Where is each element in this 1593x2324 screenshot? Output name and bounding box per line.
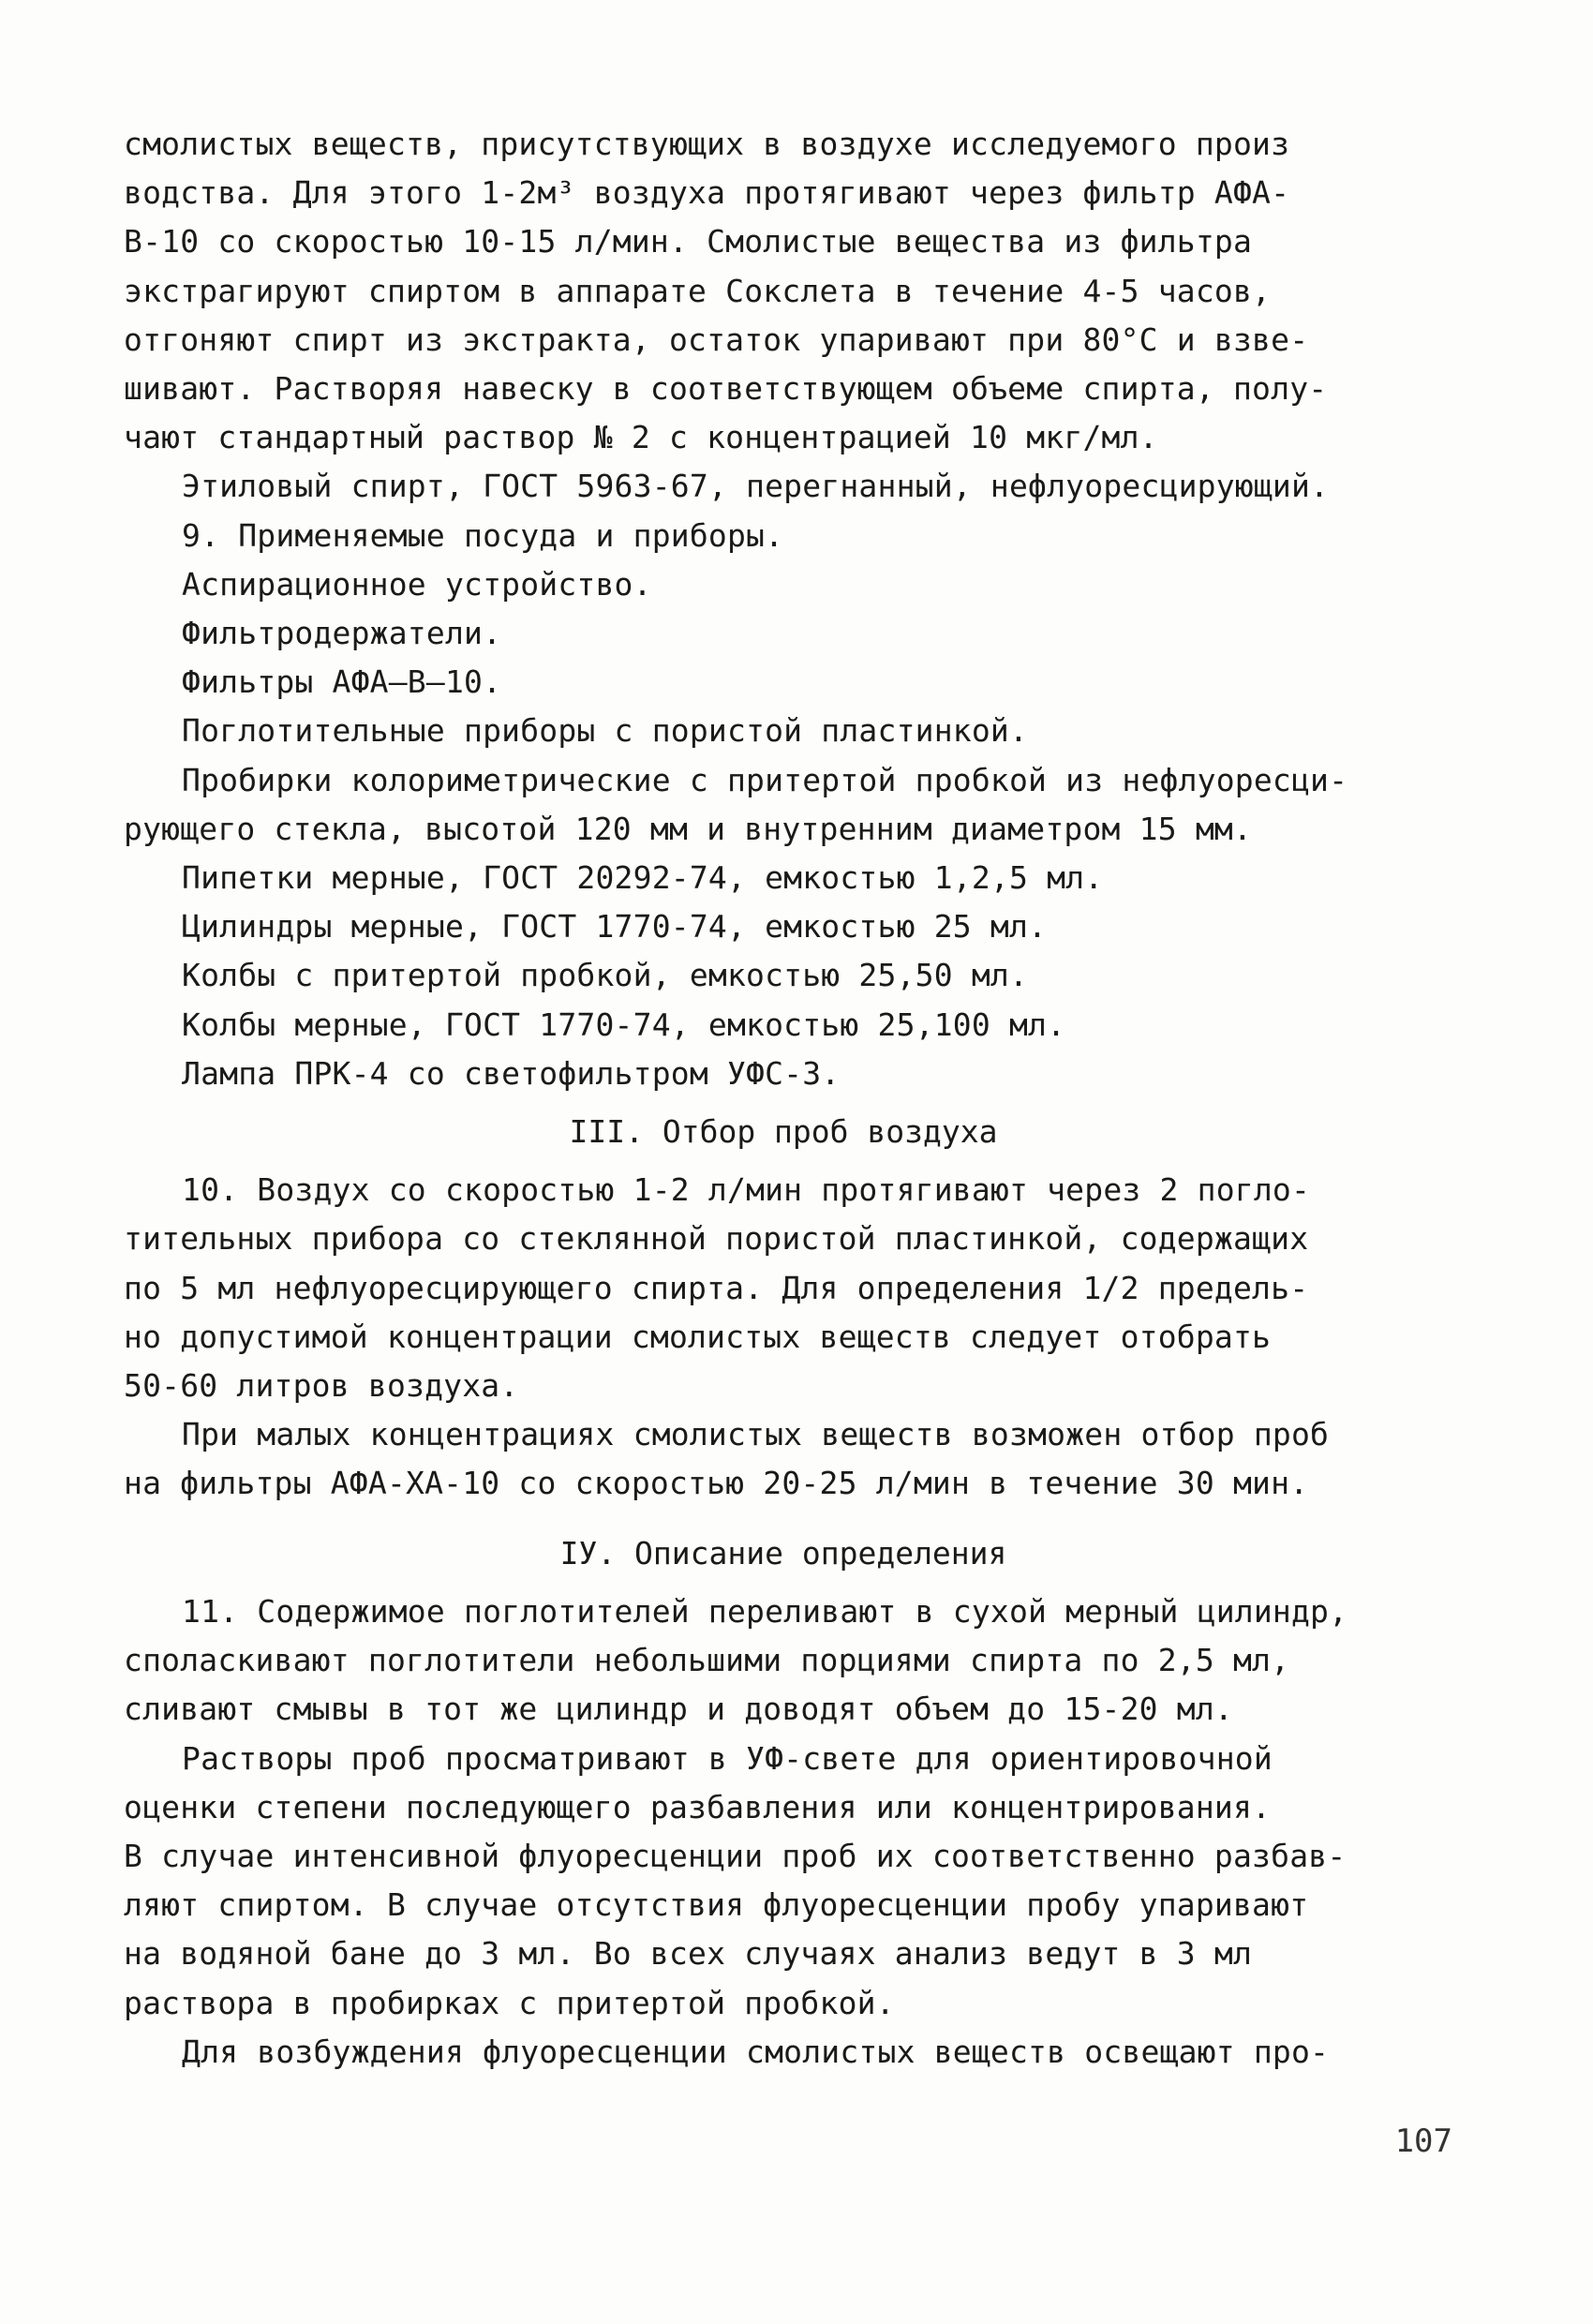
text-line: ляют спиртом. В случае отсутствия флуоресценции пробу упаривают	[124, 1886, 1309, 1924]
list-item: Аспирационное устройство.	[182, 565, 652, 603]
list-item: Пипетки мерные, ГОСТ 20292-74, емкостью 1,2,5 мл.	[182, 859, 1104, 897]
glassware-list	[124, 854, 1443, 1098]
text-line: 10. Воздух со скоростью 1-2 л/мин протягивают через 2 погло-	[182, 1171, 1311, 1209]
last-paragraph	[124, 2028, 1443, 2077]
section-4-heading: IУ. Описание определения	[559, 1534, 1007, 1572]
paragraph-10	[124, 1166, 1443, 1410]
text-line: тительных прибора со стеклянной пористой пластинкой, содержащих	[124, 1220, 1309, 1258]
list-item: Фильтродержатели.	[182, 615, 502, 652]
list-item: Цилиндры мерные, ГОСТ 1770-74, емкостью 25 мл.	[182, 908, 1048, 946]
section-9-title: 9. Применяемые посуда и приборы.	[182, 516, 784, 554]
uv-paragraph	[124, 1735, 1443, 2028]
text-line: рующего стекла, высотой 120 мм и внутренним диаметром 15 мм.	[124, 810, 1253, 847]
list-item: Фильтры АФА—В—10.	[182, 663, 502, 701]
text-line: Пробирки колориметрические с притертой пробкой из нефлуоресци-	[182, 761, 1348, 798]
text-line: смолистых веществ, присутствующих в воздухе исследуемого произ	[124, 126, 1290, 162]
text-line: отгоняют спирт из экстракта, остаток упаривают при 80°С и взве-	[124, 320, 1309, 358]
section-3-heading: III. Отбор проб воздуха	[569, 1113, 998, 1151]
text-line: Для возбуждения флуоресценции смолистых веществ освещают про-	[182, 2033, 1330, 2070]
list-item: Колбы с притертой пробкой, емкостью 25,50 мл.	[182, 957, 1029, 994]
tubes-item	[124, 756, 1443, 854]
filters-paragraph	[124, 1410, 1443, 1508]
text-line: водства. Для этого 1-2м³ воздуха протягивают через фильтр АФА-	[124, 174, 1290, 212]
text-line: но допустимой концентрации смолистых веществ следует отобрать	[124, 1318, 1272, 1355]
paragraph-11	[124, 1587, 1443, 1735]
text-line: на водяной бане до 3 мл. Во всех случаях анализ ведут в 3 мл	[124, 1935, 1253, 1973]
text-line: В-10 со скоростью 10-15 л/мин. Смолистые вещества из фильтра	[124, 223, 1253, 261]
list-item: Колбы мерные, ГОСТ 1770-74, емкостью 25,100 мл.	[182, 1006, 1066, 1043]
text-line: по 5 мл нефлуоресцирующего спирта. Для определения 1/2 предель-	[124, 1269, 1309, 1306]
text-line: оценки степени последующего разбавления или концентрирования.	[124, 1788, 1272, 1825]
text-line: 50-60 литров воздуха.	[124, 1367, 519, 1405]
text-line: раствора в пробирках с притертой пробкой.	[124, 1984, 895, 2021]
list-item: Поглотительные приборы с пористой пластинкой.	[182, 712, 1029, 750]
text-line: споласкивают поглотители небольшими порциями спирта по 2,5 мл,	[124, 1642, 1290, 1679]
text-line: 11. Содержимое поглотителей переливают в сухой мерный цилиндр,	[182, 1592, 1348, 1630]
reagent-line: Этиловый спирт, ГОСТ 5963-67, перегнанный, нефлуоресцирующий.	[182, 468, 1330, 505]
text-line: экстрагируют спиртом в аппарате Сокслета в течение 4-5 часов,	[124, 272, 1272, 309]
text-line: чают стандартный раствор № 2 с концентрацией 10 мкг/мл.	[124, 419, 1158, 456]
text-line: При малых концентрациях смолистых веществ возможен отбор проб	[182, 1416, 1330, 1453]
intro-paragraph	[124, 120, 1443, 462]
equipment-list	[124, 560, 1443, 756]
text-line: В случае интенсивной флуоресценции проб их соответственно разбав-	[124, 1837, 1347, 1874]
text-line: сливают смывы в тот же цилиндр и доводят объем до 15-20 мл.	[124, 1691, 1233, 1728]
list-item: Лампа ПРК-4 со светофильтром УФС-3.	[182, 1054, 841, 1092]
text-line: на фильтры АФА-ХА-10 со скоростью 20-25 л/мин в течение 30 мин.	[124, 1465, 1309, 1502]
text-line: шивают. Растворяя навеску в соответствующем объеме спирта, полу-	[124, 370, 1328, 408]
page-number: 107	[1394, 2123, 1452, 2160]
text-line: Растворы проб просматривают в УФ-свете для ориентировочной	[182, 1739, 1273, 1777]
